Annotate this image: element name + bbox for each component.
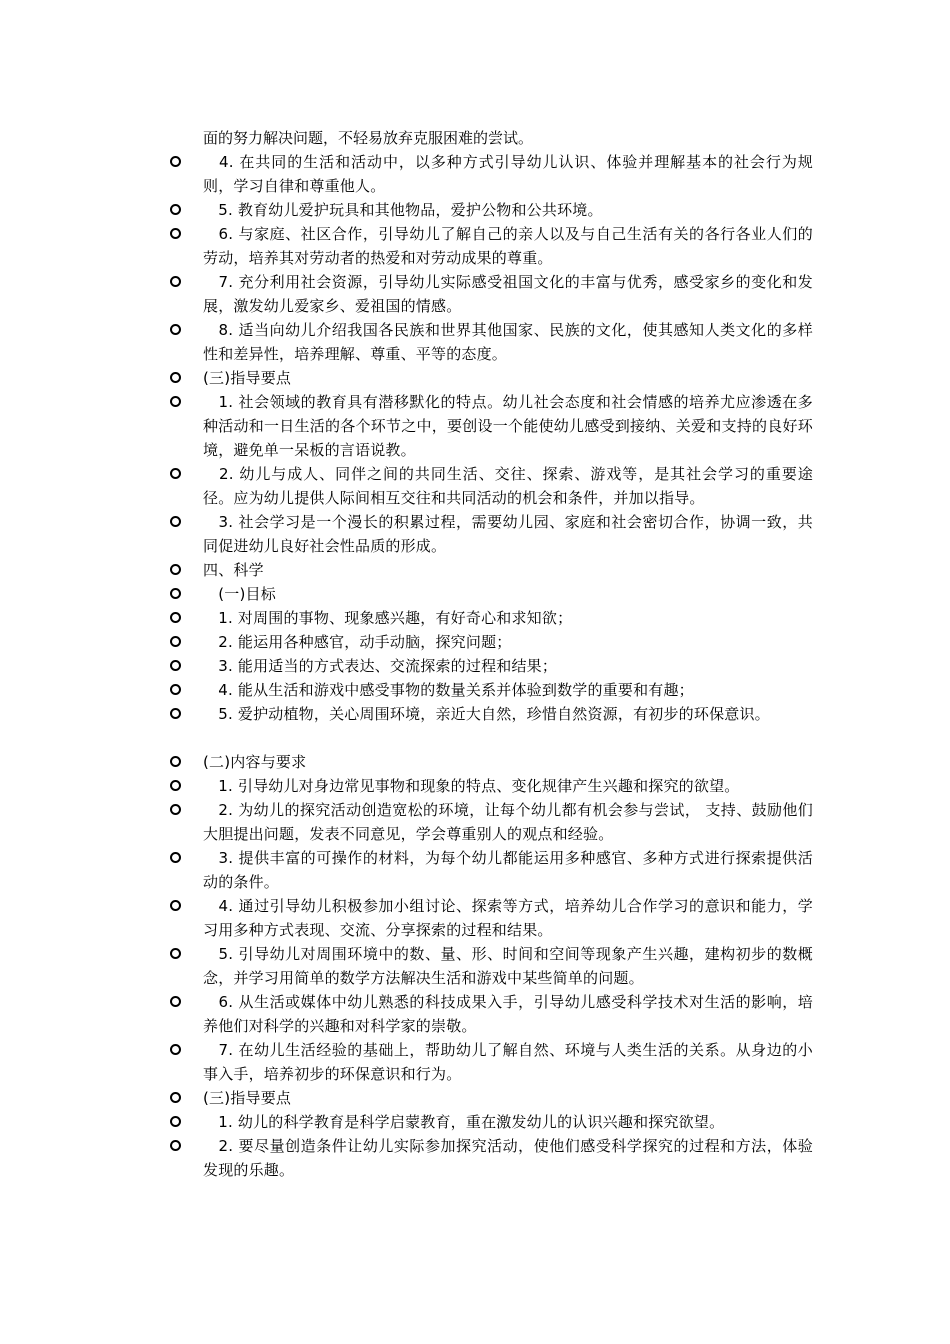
list-item <box>0 558 813 582</box>
list-item-text: 6. 与家庭、社区合作，引导幼儿了解自己的亲人以及与自己生活有关的各行各业人们的劳动，培养其对劳动者的热爱和对劳动成果的尊重。 <box>203 225 813 267</box>
list-item <box>0 630 813 654</box>
list-item-text: 1. 对周围的事物、现象感兴趣，有好奇心和求知欲； <box>203 609 573 627</box>
hollow-circle-bullet-icon <box>170 708 181 719</box>
list-item-text: 四、科学 <box>203 561 264 579</box>
list-item <box>0 582 813 606</box>
list-item-text: 2. 要尽量创造条件让幼儿实际参加探究活动，使他们感受科学探究的过程和方法，体验发现的乐趣。 <box>203 1137 813 1179</box>
hollow-circle-bullet-icon <box>170 396 181 407</box>
list-item <box>0 894 813 942</box>
list-item <box>0 798 813 846</box>
hollow-circle-bullet-icon <box>170 780 181 791</box>
list-item <box>0 750 813 774</box>
list-item-text: 3. 社会学习是一个漫长的积累过程，需要幼儿园、家庭和社会密切合作，协调一致，共同促进幼儿良好社会性品质的形成。 <box>203 513 813 555</box>
list-item <box>0 942 813 990</box>
list-item <box>0 1038 813 1086</box>
list-item-text: 4. 通过引导幼儿积极参加小组讨论、探索等方式，培养幼儿合作学习的意识和能力，学习用多种方式表现、交流、分享探索的过程和结果。 <box>203 897 813 939</box>
hollow-circle-bullet-icon <box>170 564 181 575</box>
continuation-line: 面的努力解决问题，不轻易放弃克服困难的尝试。 <box>203 129 534 147</box>
list-item <box>0 990 813 1038</box>
hollow-circle-bullet-icon <box>170 204 181 215</box>
list-item <box>0 222 813 270</box>
list-item-text: 1. 幼儿的科学教育是科学启蒙教育，重在激发幼儿的认识兴趣和探究欲望。 <box>203 1113 725 1131</box>
hollow-circle-bullet-icon <box>170 1140 181 1151</box>
list-item <box>0 678 813 702</box>
list-item <box>0 1134 813 1182</box>
list-item-text: 7. 在幼儿生活经验的基础上，帮助幼儿了解自然、环境与人类生活的关系。从身边的小事入手，培养初步的环保意识和行为。 <box>203 1041 813 1083</box>
hollow-circle-bullet-icon <box>170 1092 181 1103</box>
list-item-text: (三)指导要点 <box>203 369 292 387</box>
hollow-circle-bullet-icon <box>170 804 181 815</box>
list-item <box>0 270 813 318</box>
list-item-text: 5. 教育幼儿爱护玩具和其他物品，爱护公物和公共环境。 <box>203 201 603 219</box>
hollow-circle-bullet-icon <box>170 1116 181 1127</box>
list-item <box>0 318 813 366</box>
hollow-circle-bullet-icon <box>170 276 181 287</box>
list-item <box>0 366 813 390</box>
hollow-circle-bullet-icon <box>170 516 181 527</box>
list-item-text: 5. 爱护动植物，关心周围环境，亲近大自然，珍惜自然资源，有初步的环保意识。 <box>203 705 770 723</box>
bullet-list <box>0 150 950 1182</box>
list-item-text: 7. 充分利用社会资源，引导幼儿实际感受祖国文化的丰富与优秀，感受家乡的变化和发展，激发幼儿爱家乡、爱祖国的情感。 <box>203 273 813 315</box>
list-item <box>0 774 813 798</box>
hollow-circle-bullet-icon <box>170 228 181 239</box>
list-item <box>0 198 813 222</box>
list-item <box>0 606 813 630</box>
hollow-circle-bullet-icon <box>170 636 181 647</box>
list-item-text: 3. 提供丰富的可操作的材料，为每个幼儿都能运用多种感官、多种方式进行探索提供活动的条件。 <box>203 849 813 891</box>
list-item <box>0 654 813 678</box>
hollow-circle-bullet-icon <box>170 996 181 1007</box>
list-item-text: 5. 引导幼儿对周围环境中的数、量、形、时间和空间等现象产生兴趣，建构初步的数概念，并学习用简单的数学方法解决生活和游戏中某些简单的问题。 <box>203 945 813 987</box>
list-item-text: 2. 幼儿与成人、同伴之间的共同生活、交往、探索、游戏等，是其社会学习的重要途径。应为幼儿提供人际间相互交往和共同活动的机会和条件，并加以指导。 <box>203 465 813 507</box>
hollow-circle-bullet-icon <box>170 612 181 623</box>
hollow-circle-bullet-icon <box>170 900 181 911</box>
hollow-circle-bullet-icon <box>170 852 181 863</box>
list-item-text: 1. 社会领域的教育具有潜移默化的特点。幼儿社会态度和社会情感的培养尤应渗透在多种活动和一日生活的各个环节之中，要创设一个能使幼儿感受到接纳、关爱和支持的良好环境，避免单一呆板的言语说教。 <box>203 393 813 459</box>
hollow-circle-bullet-icon <box>170 588 181 599</box>
list-item-text: 8. 适当向幼儿介绍我国各民族和世界其他国家、民族的文化，使其感知人类文化的多样性和差异性，培养理解、尊重、平等的态度。 <box>203 321 813 363</box>
hollow-circle-bullet-icon <box>170 156 181 167</box>
hollow-circle-bullet-icon <box>170 1044 181 1055</box>
hollow-circle-bullet-icon <box>170 660 181 671</box>
hollow-circle-bullet-icon <box>170 756 181 767</box>
list-item <box>0 846 813 894</box>
hollow-circle-bullet-icon <box>170 372 181 383</box>
hollow-circle-bullet-icon <box>170 468 181 479</box>
list-item-text: 4. 能从生活和游戏中感受事物的数量关系并体验到数学的重要和有趣； <box>203 681 694 699</box>
list-item <box>0 1086 813 1110</box>
list-item-text: 2. 能运用各种感官，动手动脑，探究问题； <box>203 633 512 651</box>
list-item <box>0 702 813 750</box>
list-item-text: 2. 为幼儿的探究活动创造宽松的环境，让每个幼儿都有机会参与尝试， 支持、鼓励他们大胆提出问题，发表不同意见，学会尊重别人的观点和经验。 <box>203 801 813 843</box>
list-item <box>0 390 813 462</box>
list-item <box>0 150 813 198</box>
list-item-text: (三)指导要点 <box>203 1089 292 1107</box>
list-item <box>0 510 813 558</box>
hollow-circle-bullet-icon <box>170 684 181 695</box>
list-item-text: 3. 能用适当的方式表达、交流探索的过程和结果； <box>203 657 558 675</box>
list-item <box>0 1110 813 1134</box>
list-item-text: 1. 引导幼儿对身边常见事物和现象的特点、变化规律产生兴趣和探究的欲望。 <box>203 777 740 795</box>
hollow-circle-bullet-icon <box>170 324 181 335</box>
list-item-text: (二)内容与要求 <box>203 753 307 771</box>
hollow-circle-bullet-icon <box>170 948 181 959</box>
list-item-text: (一)目标 <box>203 585 276 603</box>
list-item-text: 6. 从生活或媒体中幼儿熟悉的科技成果入手，引导幼儿感受科学技术对生活的影响，培养他们对科学的兴趣和对科学家的崇敬。 <box>203 993 813 1035</box>
list-item <box>0 462 813 510</box>
list-item-text: 4. 在共同的生活和活动中，以多种方式引导幼儿认识、体验并理解基本的社会行为规则，学习自律和尊重他人。 <box>203 153 813 195</box>
